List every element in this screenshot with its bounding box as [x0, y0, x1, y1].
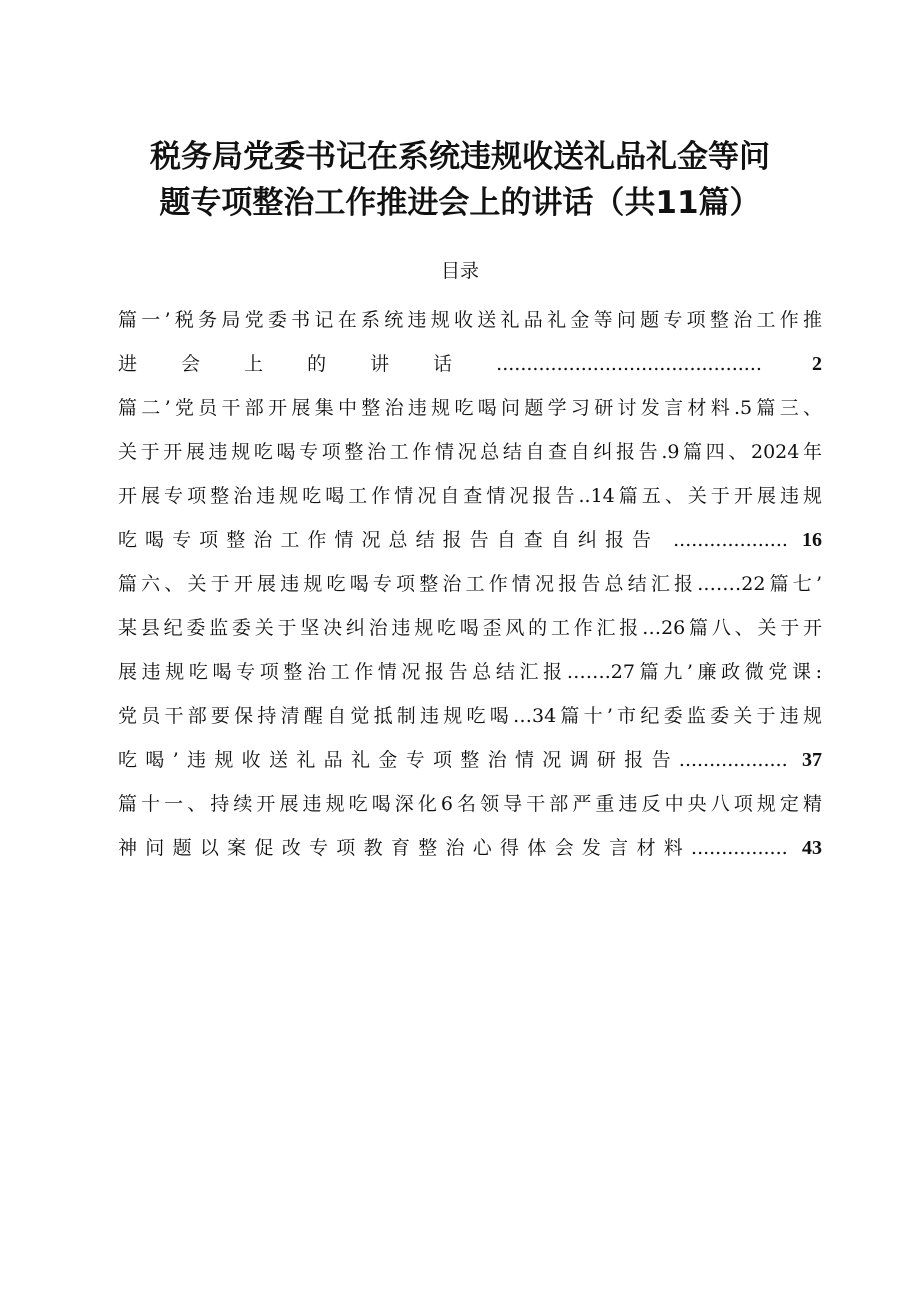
toc-page-number: 2: [812, 353, 822, 375]
toc-line: [118, 570, 822, 598]
toc-line-text: 展违规吃喝专项整治工作情况报告总结汇报…….27篇九’廉政微党课:: [118, 661, 822, 683]
toc-page-number: 43: [802, 837, 822, 859]
document-title-line-2: 题专项整治工作推进会上的讲话（共11篇）: [159, 185, 761, 221]
toc-line: [118, 658, 822, 686]
toc-heading: 目录: [440, 260, 479, 282]
toc-line: [118, 350, 822, 378]
toc-line-text: 进会上的讲话............................................: [118, 353, 762, 375]
toc-line-text: 某县纪委监委关于坚决纠治违规吃喝歪风的工作汇报…26篇八、关于开: [118, 617, 822, 639]
toc-line: [118, 834, 822, 862]
toc-line-text: 吃喝专项整治工作情况总结报告自查自纠报告 ...................: [118, 529, 788, 551]
toc-line-text: 关于开展违规吃喝专项整治工作情况总结自查自纠报告.9篇四、2024年: [118, 441, 822, 463]
toc-line: [118, 526, 822, 554]
toc-line: [118, 702, 822, 730]
document-title-line-1: 税务局党委书记在系统违规收送礼品礼金等问: [150, 139, 770, 175]
toc-line: [118, 438, 822, 466]
toc-line-text: 开展专项整治违规吃喝工作情况自查情况报告..14篇五、关于开展违规: [118, 485, 822, 507]
toc-line: [118, 306, 822, 334]
toc-line-text: 党员干部要保持清醒自觉抵制违规吃喝…34篇十’市纪委监委关于违规: [118, 705, 822, 727]
toc-line: [118, 746, 822, 774]
toc-line-text: 篇六、关于开展违规吃喝专项整治工作情况报告总结汇报.……22篇七’: [118, 573, 822, 595]
toc-page-number: 16: [802, 529, 822, 551]
toc-line: [118, 790, 822, 818]
toc-line-text: 篇一’税务局党委书记在系统违规收送礼品礼金等问题专项整治工作推: [118, 309, 822, 331]
toc-line: [118, 482, 822, 510]
toc-line: [118, 614, 822, 642]
toc-line-text: 吃喝’违规收送礼品礼金专项整治情况调研报告..................: [118, 749, 788, 771]
toc-line-text: 神问题以案促改专项教育整治心得体会发言材料................: [118, 837, 788, 859]
toc-page-number: 37: [802, 749, 822, 771]
toc-line-text: 篇二’党员干部开展集中整治违规吃喝问题学习研讨发言材料.5篇三、: [118, 397, 822, 419]
toc-line: [118, 394, 822, 422]
toc-line-text: 篇十一、持续开展违规吃喝深化6名领导干部严重违反中央八项规定精: [118, 793, 822, 815]
